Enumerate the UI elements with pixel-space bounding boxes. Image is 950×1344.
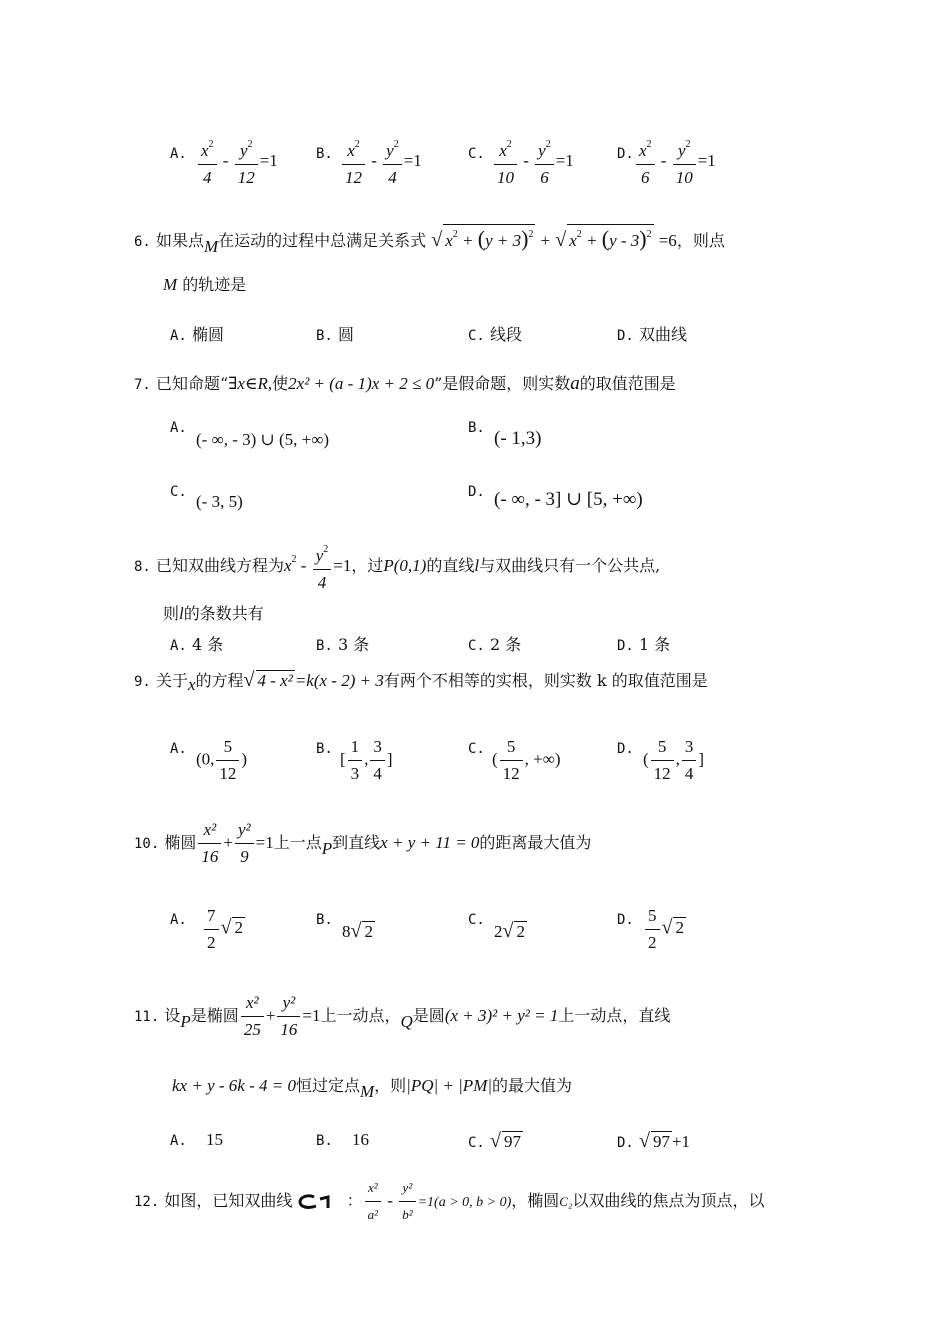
- q5-option-d: $\frac{x^2}{6}$ - $\frac{y^2}{10}$ =1: [634, 135, 716, 188]
- q7-option-b: (- 1,3): [494, 428, 542, 449]
- q9-option-c: ( $\frac{5}{12}$ , +∞): [492, 737, 561, 783]
- q11-option-c: C. √ 97: [468, 1130, 521, 1152]
- q7-option-d-label: D.: [468, 484, 485, 500]
- q8-line2: 则l的条数共有: [163, 604, 264, 623]
- q10-option-a: $\frac{7}{2}$ √ 2: [202, 906, 245, 953]
- q11-option-a: A. 15: [170, 1130, 223, 1149]
- q9-option-d-label: D.: [617, 741, 634, 757]
- q7-option-a-label: A.: [170, 420, 187, 436]
- q11-line2: kx + y - 6k - 4 = 0恒过定点M，则|PQ| + |PM|的最大值为: [172, 1076, 573, 1101]
- q7-option-c: (- 3, 5): [196, 492, 243, 511]
- q9-option-d: ( $\frac{5}{12}$ , $\frac{3}{4}$ ]: [643, 737, 705, 783]
- q9-option-a: (0, $\frac{5}{12}$ ): [196, 737, 248, 783]
- q8-option-c: C. 2 条: [468, 635, 522, 654]
- q10-option-b-label: B.: [316, 912, 333, 928]
- q6-option-c: C. 线段: [468, 325, 522, 344]
- q10-stem: 10. 椭圆 $\frac{\text{x²}}{16}$ + $\frac{\text{y²}}{9}$ =1上一点P到直线x + y + 11 = 0的距离最大值为: [134, 820, 592, 866]
- q6-line2: M 的轨迹是: [163, 275, 247, 294]
- q5-option-a: $\frac{x^2}{4}$ - $\frac{y^2}{12}$ =1: [196, 135, 278, 188]
- q6-option-d: D. 双曲线: [617, 325, 687, 344]
- q6-option-b: B. 圆: [316, 325, 354, 344]
- q12-stem: 12. 如图，已知双曲线 ： $\frac{\text{x²}}{\text{a²}}$ - $\frac{\text{y²}}{\text{b²}}$ =1(a > 0, b > 0)，椭圆C₂以双曲线的焦点为顶点，以: [134, 1180, 765, 1222]
- q8-option-a: A. 4 条: [170, 635, 224, 654]
- q5-option-b-label: B.: [316, 146, 333, 162]
- q9-stem: 9. 关于x的方程√ 4 - x² =k(x - 2) + 3有两个不相等的实根，则实数 k 的取值范围是: [134, 669, 708, 694]
- q8-stem: 8. 已知双曲线方程为$x^2$ - $\frac{y^2}{4}$ =1，过P(0,1)的直线l与双曲线只有一个公共点,: [134, 540, 660, 593]
- q10-option-d: $\frac{5}{2}$ √ 2: [643, 906, 686, 953]
- q5-option-b: $\frac{x^2}{12}$ - $\frac{y^2}{4}$ =1: [340, 135, 422, 188]
- q10-option-c: 2√ 2: [494, 920, 525, 942]
- q9-option-b-label: B.: [316, 741, 333, 757]
- c1-symbol-icon: [298, 1194, 342, 1210]
- q10-option-a-label: A.: [170, 912, 187, 928]
- q11-option-d: D. √ 97 +1: [617, 1130, 691, 1152]
- q11-option-b: B. 16: [316, 1130, 369, 1149]
- q7-stem: 7. 已知命题“∃x∈R,使2x² + (a - 1)x + 2 ≤ 0”是假命题，则实数a的取值范围是: [134, 373, 676, 394]
- q5-option-c: $\frac{x^2}{10}$ - $\frac{y^2}{6}$ =1: [492, 135, 574, 188]
- q9-option-c-label: C.: [468, 741, 485, 757]
- q7-option-d: (- ∞, - 3] ∪ [5, +∞): [494, 489, 643, 510]
- q10-option-c-label: C.: [468, 912, 485, 928]
- q7-option-a: (- ∞, - 3) ∪ (5, +∞): [196, 430, 330, 449]
- q5-option-c-label: C.: [468, 146, 485, 162]
- q9-option-a-label: A.: [170, 741, 187, 757]
- q5-option-d-label: D.: [617, 146, 634, 162]
- q10-option-b: 8√ 2: [342, 920, 373, 942]
- q10-option-d-label: D.: [617, 912, 634, 928]
- q5-option-a-label: A.: [170, 146, 187, 162]
- q6-option-a: A. 椭圆: [170, 325, 224, 344]
- q11-stem: 11. 设P是椭圆 $\frac{\text{x²}}{25}$ + $\frac{\text{y²}}{16}$ =1上一动点，Q是圆(x + 3)² + y² = 1上一动点，直线: [134, 993, 671, 1039]
- q6-stem: 6. 如果点M在运动的过程中总满足关系式 √ $x^2 + (y + 3)^2$ + √ $x^2 + (y - 3)^2 =6$，则点: [134, 226, 725, 256]
- q7-option-c-label: C.: [170, 484, 187, 500]
- q8-option-d: D. 1 条: [617, 635, 671, 654]
- q9-option-b: [ $\frac{1}{3}$ , $\frac{3}{4}$ ]: [340, 737, 393, 783]
- q7-option-b-label: B.: [468, 420, 485, 436]
- q8-option-b: B. 3 条: [316, 635, 370, 654]
